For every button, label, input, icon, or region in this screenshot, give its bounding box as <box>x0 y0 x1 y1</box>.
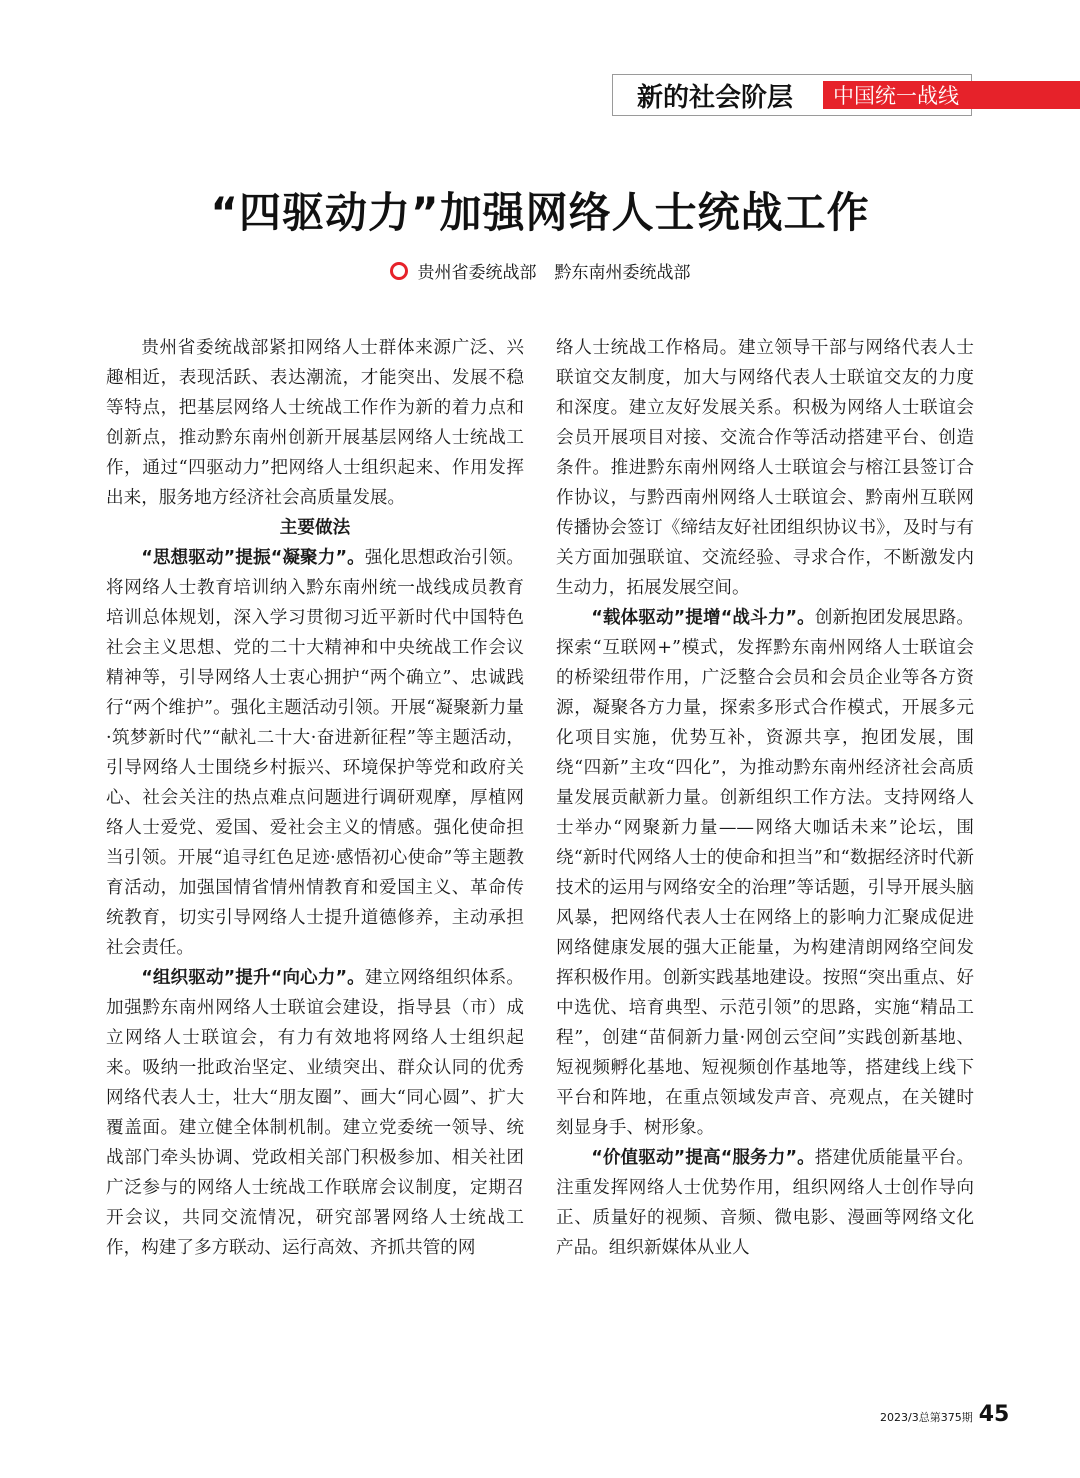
publication-tag: 中国统一战线 <box>823 81 1080 109</box>
lead-thought-drive: “思想驱动”提振“凝聚力”。 <box>141 548 365 568</box>
paragraph-thought-drive <box>106 543 524 963</box>
page-footer <box>880 1402 1009 1427</box>
byline <box>0 258 1080 283</box>
body-organization-drive: 建立网络组织体系。加强黔东南州网络人士联谊会建设，指导县（市）成立网络人士联谊会，有力有效地将网络人士组织起来。吸纳一批政治坚定、业绩突出、群众认同的优秀网络代表人士，壮大“朋友圈”、画大“同心圆”、扩大覆盖面。建立健全体制机制。建立党委统一领导、统战部门牵头协调、党政相关部门积极参加、相关社团广泛参与的网络人士统战工作联席会议制度，定期召开会议，共同交流情况，研究部署网络人士统战工作，构建了多方联动、运行高效、齐抓共管的网 <box>106 968 524 1258</box>
paragraph-organization-drive-continued: 络人士统战工作格局。建立领导干部与网络代表人士联谊交友制度，加大与网络代表人士联谊交友的力度和深度。建立友好发展关系。积极为网络人士联谊会会员开展项目对接、交流合作等活动搭建平台、创造条件。推进黔东南州网络人士联谊会与榕江县签订合作协议，与黔西南州网络人士联谊会、黔南州互联网传播协会签订《缔结友好社团组织协议书》，及时与有关方面加强联谊、交流经验、寻求合作，不断激发内生动力，拓展发展空间。 <box>556 338 974 598</box>
body-carrier-drive: 创新抱团发展思路。探索“互联网+”模式，发挥黔东南州网络人士联谊会的桥梁纽带作用，广泛整合会员和会员企业等各方资源，凝聚各方力量，探索多形式合作模式，开展多元化项目实施，优势互补，资源共享，抱团发展，围绕“四新”主攻“四化”，为推动黔东南州经济社会高质量发展贡献新力量。创新组织工作方法。支持网络人士举办“网聚新力量——网络大咖话未来”论坛，围绕“新时代网络人士的使命和担当”和“数据经济时代新技术的运用与网络安全的治理”等话题，引导开展头脑风暴，把网络代表人士在网络上的影响力汇聚成促进网络健康发展的强大正能量，为构建清朗网络空间发挥积极作用。创新实践基地建设。按照“突出重点、好中选优、培育典型、示范引领”的思路，实施“精品工程”，创建“苗侗新力量·网创云空间”实践创新基地、短视频孵化基地、短视频创作基地等，搭建线上线下平台和阵地，在重点领域发声音、亮观点，在关键时刻显身手、树形象。 <box>556 608 975 1138</box>
byline-author-2: 黔东南州委统战部 <box>554 263 691 283</box>
article-title: “四驱动力”加强网络人士统战工作 <box>210 188 870 237</box>
page-number: 45 <box>978 1402 1010 1427</box>
paragraph-carrier-drive <box>556 603 974 1143</box>
lead-organization-drive: “组织驱动”提升“向心力”。 <box>141 968 365 988</box>
byline-author-1: 贵州省委统战部 <box>417 263 537 283</box>
body-value-drive: 搭建优质能量平台。注重发挥网络人士优势作用，组织网络人士创作导向正、质量好的视频、音频、微电影、漫画等网络文化产品。组织新媒体从业人 <box>556 1148 974 1258</box>
circle-bullet-icon <box>390 262 408 280</box>
right-column <box>556 333 974 1263</box>
paragraph-organization-drive <box>106 963 524 1263</box>
left-column <box>106 333 524 1263</box>
section-heading: 主要做法 <box>279 518 351 538</box>
intro-paragraph: 贵州省委统战部紧扣网络人士群体来源广泛、兴趣相近，表现活跃、表达潮流，才能突出、发展不稳等特点，把基层网络人士统战工作作为新的着力点和创新点，推动黔东南州创新开展基层网络人士统战工作，通过“四驱动力”把网络人士组织起来、作用发挥出来，服务地方经济社会高质量发展。 <box>106 338 524 508</box>
body-thought-drive: 强化思想政治引领。将网络人士教育培训纳入黔东南州统一战线成员教育培训总体规划，深入学习贯彻习近平新时代中国特色社会主义思想、党的二十大精神和中央统战工作会议精神等，引导网络人士衷心拥护“两个确立”、忠诚践行“两个维护”。强化主题活动引领。开展“凝聚新力量·筑梦新时代”“献礼二十大·奋进新征程”等主题活动，引导网络人士围绕乡村振兴、环境保护等党和政府关心、社会关注的热点难点问题进行调研观摩，厚植网络人士爱党、爱国、爱社会主义的情感。强化使命担当引领。开展“追寻红色足迹·感悟初心使命”等主题教育活动，加强国情省情州情教育和爱国主义、革命传统教育，切实引导网络人士提升道德修养，主动承担社会责任。 <box>106 548 524 958</box>
paragraph-value-drive <box>556 1143 974 1263</box>
section-tag <box>612 74 972 116</box>
section-title: 新的社会阶层 <box>636 82 793 113</box>
lead-value-drive: “价值驱动”提高“服务力”。 <box>591 1148 815 1168</box>
lead-carrier-drive: “载体驱动”提增“战斗力”。 <box>591 608 815 628</box>
issue-number: 2023/3总第375期 <box>880 1411 973 1424</box>
